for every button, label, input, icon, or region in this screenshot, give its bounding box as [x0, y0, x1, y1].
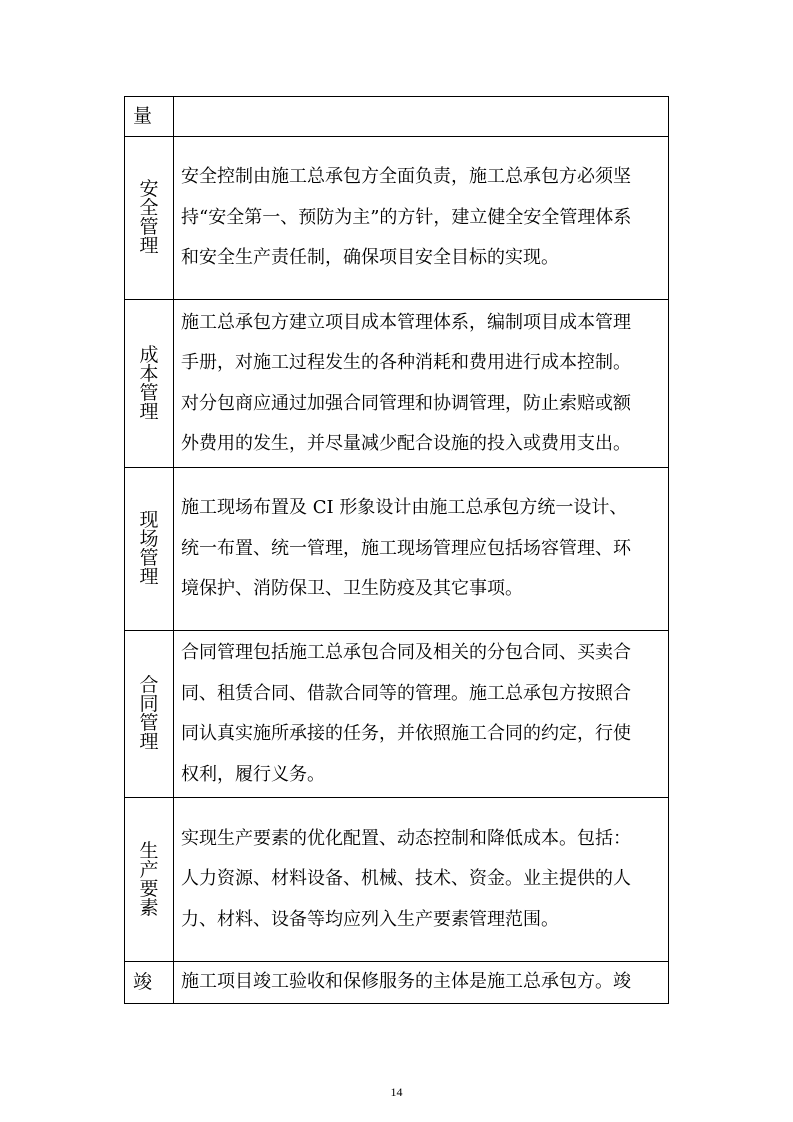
row-label-char: 管	[139, 712, 159, 734]
row-label-char: 合	[139, 674, 159, 696]
row-label-char: 理	[139, 731, 159, 753]
row-label-char: 安	[139, 178, 159, 200]
row-label-char: 要	[139, 877, 159, 900]
row-label-cell	[125, 798, 174, 962]
table-row	[125, 137, 669, 300]
row-label-char: 理	[139, 235, 159, 257]
row-content-cell	[174, 962, 669, 1004]
row-content-cell	[174, 631, 669, 798]
page-number: 14	[390, 1085, 403, 1099]
row-label-cell	[125, 300, 174, 468]
row-label-char: 场	[139, 528, 159, 550]
row-content-cell	[174, 137, 669, 300]
row-label-char: 本	[139, 362, 159, 385]
row-label-char: 成	[139, 343, 159, 366]
row-content-text: 安全控制由施工总承包方全面负责，施工总承包方必须坚 持“安全第一、预防为主”的方针，建立健全安全管理体系 和安全生产责任制，确保项目安全目标的实现。	[181, 166, 632, 269]
row-content-text: 施工总承包方建立项目成本管理体系，编制项目成本管理 手册，对施工过程发生的各种消耗和费用进行成本控制。 对分包商应通过加强合同管理和协调管理，防止索赔或额 外费用的发生，并尽量减少配合设施的投入或费用支出。	[181, 311, 631, 454]
table-row	[125, 798, 669, 962]
row-content-text: 实现生产要素的优化配置、动态控制和降低成本。包括： 人力资源、材料设备、机械、技术、资金。业主提供的人 力、材料、设备等均应列入生产要素管理范围。	[181, 827, 631, 930]
row-label-cell	[125, 137, 174, 300]
row-label-char: 生	[139, 839, 159, 862]
row-content-cell	[174, 798, 669, 962]
row-label-char: 管	[139, 381, 159, 404]
row-label-cell	[125, 631, 174, 798]
table-row	[125, 631, 669, 798]
row-label-char: 管	[139, 216, 159, 238]
row-content-cell	[174, 300, 669, 468]
row-label-char: 同	[139, 693, 159, 715]
table-row	[125, 97, 669, 137]
row-content-text: 施工现场布置及 CI 形象设计由施工总承包方统一设计、 统一布置、统一管理，施工现场管理应包括场容管理、环 境保护、消防保卫、卫生防疫及其它事项。	[181, 497, 631, 600]
row-label-char: 产	[139, 858, 159, 881]
management-table	[124, 96, 669, 1004]
row-label-char: 素	[139, 896, 159, 919]
row-label-char: 全	[139, 197, 159, 219]
row-label-cell	[125, 962, 174, 1004]
table-row	[125, 300, 669, 468]
table-row	[125, 962, 669, 1004]
row-label-cell	[125, 97, 174, 137]
row-label-cell	[125, 468, 174, 631]
row-content-cell	[174, 468, 669, 631]
row-label-char: 理	[139, 400, 159, 423]
row-label-char: 竣	[133, 971, 153, 993]
table-row	[125, 468, 669, 631]
row-label-char: 现	[139, 509, 159, 531]
row-content-text: 合同管理包括施工总承包合同及相关的分包合同、买卖合 同、租赁合同、借款合同等的管理。施工总承包方按照合 同认真实施所承接的任务，并依照施工合同的约定，行使 权利，履行义务。	[181, 642, 631, 785]
row-label-char: 理	[139, 566, 159, 588]
row-label-char: 量	[133, 105, 153, 127]
row-label-char: 管	[139, 547, 159, 569]
row-content-cell	[174, 97, 669, 137]
row-content-text: 施工项目竣工验收和保修服务的主体是施工总承包方。竣	[181, 971, 631, 993]
